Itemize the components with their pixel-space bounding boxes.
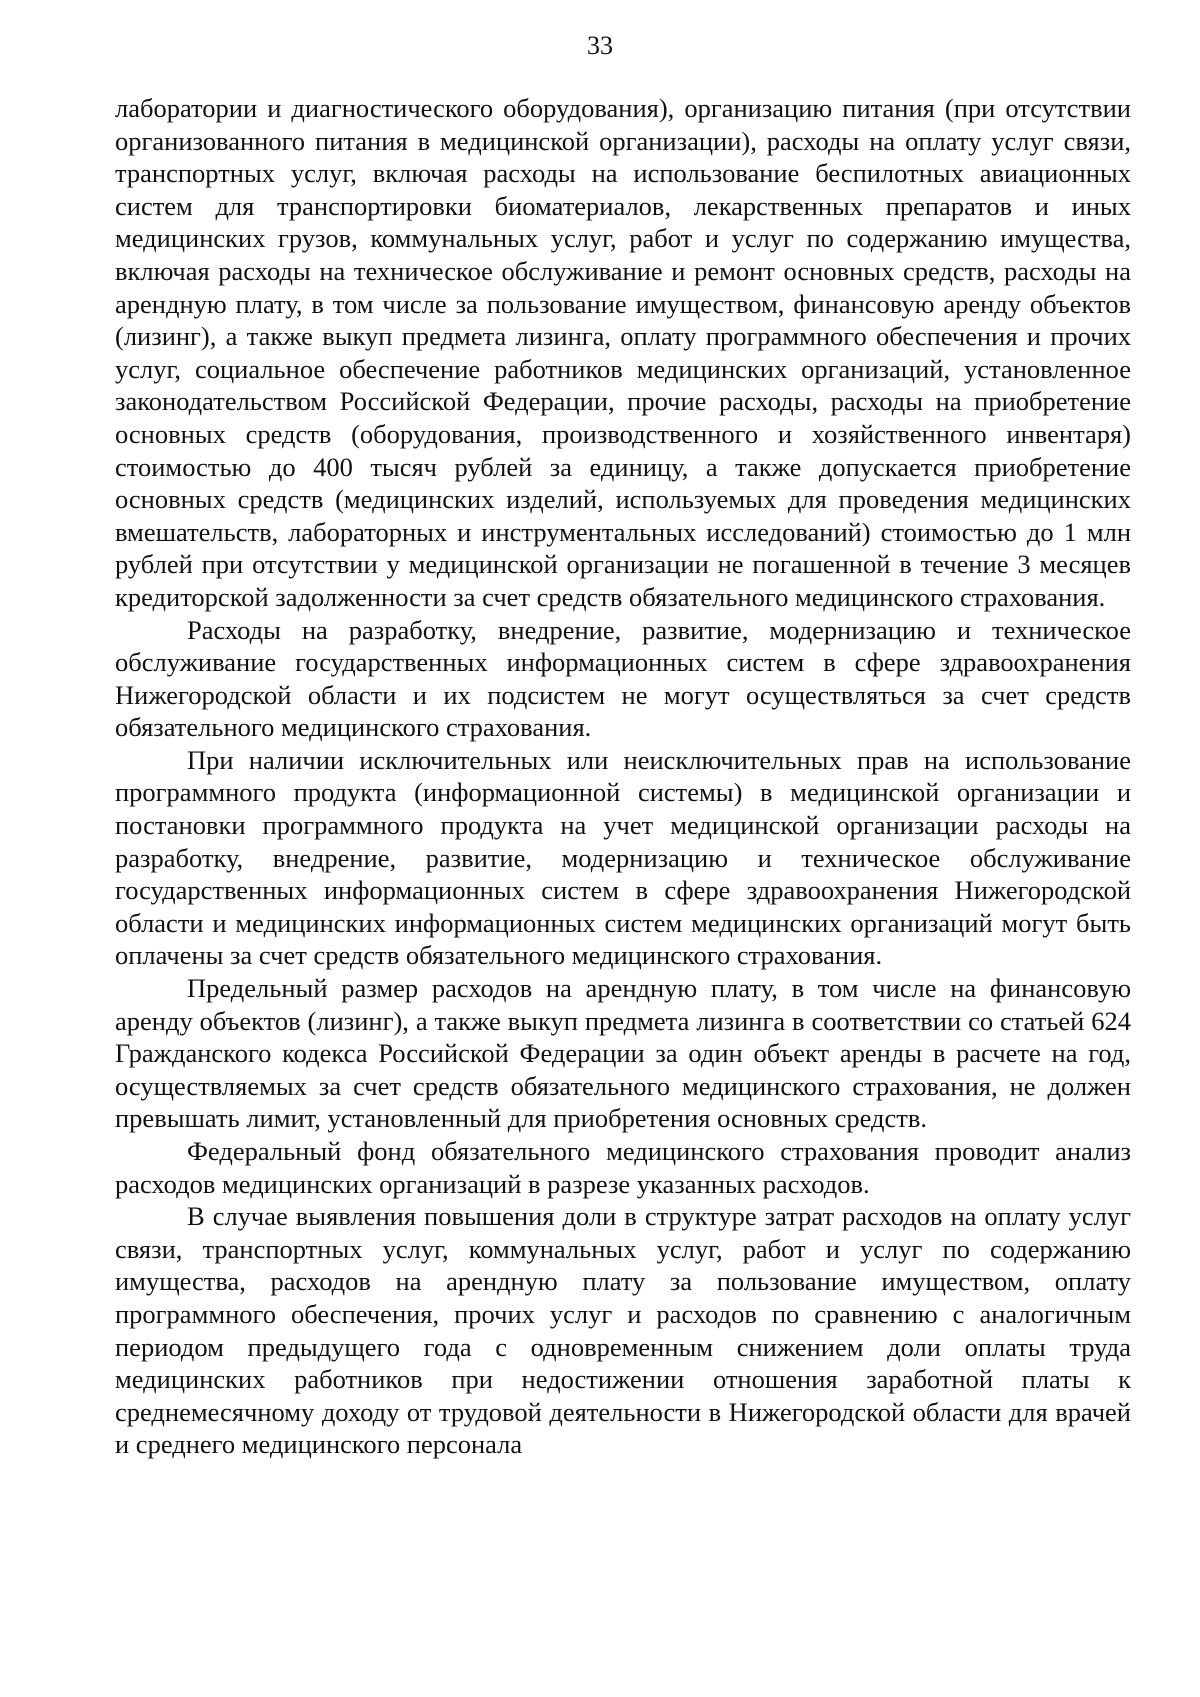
document-body <box>115 92 1131 1461</box>
paragraph-information-systems: Расходы на разработку, внедрение, развитие, модернизацию и техническое обслуживание государственных информационных систем в сфере здравоохранения Нижегородской области и их подсистем не могут осуществляться за счет средств обязательного медицинского страхования. <box>115 614 1131 743</box>
paragraph-continuation: лаборатории и диагностического оборудования), организацию питания (при отсутствии организованного питания в медицинской организации), расходы на оплату услуг связи, транспортных услуг, включая расходы на использование беспилотных авиационных систем для транспортировки биоматериалов, лекарственных препаратов и иных медицинских грузов, коммунальных услуг, работ и услуг по содержанию имущества, включая расходы на техническое обслуживание и ремонт основных средств, расходы на арендную плату, в том числе за пользование имуществом, финансовую аренду объектов (лизинг), а также выкуп предмета лизинга, оплату программного обеспечения и прочих услуг, социальное обеспечение работников медицинских организаций, установленное законодательством Российской Федерации, прочие расходы, расходы на приобретение основных средств (оборудования, производственного и хозяйственного инвентаря) стоимостью до 400 тысяч рублей за единицу, а также допускается приобретение основных средств (медицинских изделий, используемых для проведения медицинских вмешательств, лабораторных и инструментальных исследований) стоимостью до 1 млн рублей при отсутствии у медицинской организации не погашенной в течение 3 месяцев кредиторской задолженности за счет средств обязательного медицинского страхования. <box>115 93 1131 612</box>
page-number: 33 <box>587 31 613 60</box>
paragraph-cost-share-increase: В случае выявления повышения доли в структуре затрат расходов на оплату услуг связи, транспортных услуг, коммунальных услуг, работ и услуг по содержанию имущества, расходов на арендную плату за пользование имуществом, оплату программного обеспечения, прочих услуг и расходов по сравнению с аналогичным периодом предыдущего года с одновременным снижением доли оплаты труда медицинских работников при недостижении отношения заработной платы к среднемесячному доходу от трудовой деятельности в Нижегородской области для врачей и среднего медицинского персонала <box>115 1201 1131 1460</box>
paragraph-federal-fund-analysis: Федеральный фонд обязательного медицинского страхования проводит анализ расходов медицинских организаций в разрезе указанных расходов. <box>115 1136 1131 1199</box>
paragraph-software-rights: При наличии исключительных или неисключительных прав на использование программного продукта (информационной системы) в медицинской организации и постановки программного продукта на учет медицинской организации расходы на разработку, внедрение, развитие, модернизацию и техническое обслуживание государственных информационных систем в сфере здравоохранения Нижегородской области и медицинских информационных систем медицинских организаций могут быть оплачены за счет средств обязательного медицинского страхования. <box>115 744 1131 971</box>
paragraph-rent-limit: Предельный размер расходов на арендную плату, в том числе на финансовую аренду объектов (лизинг), а также выкуп предмета лизинга в соответствии со статьей 624 Гражданского кодекса Российской Федерации за один объект аренды в расчете на год, осуществляемых за счет средств обязательного медицинского страхования, не должен превышать лимит, установленный для приобретения основных средств. <box>115 973 1131 1134</box>
